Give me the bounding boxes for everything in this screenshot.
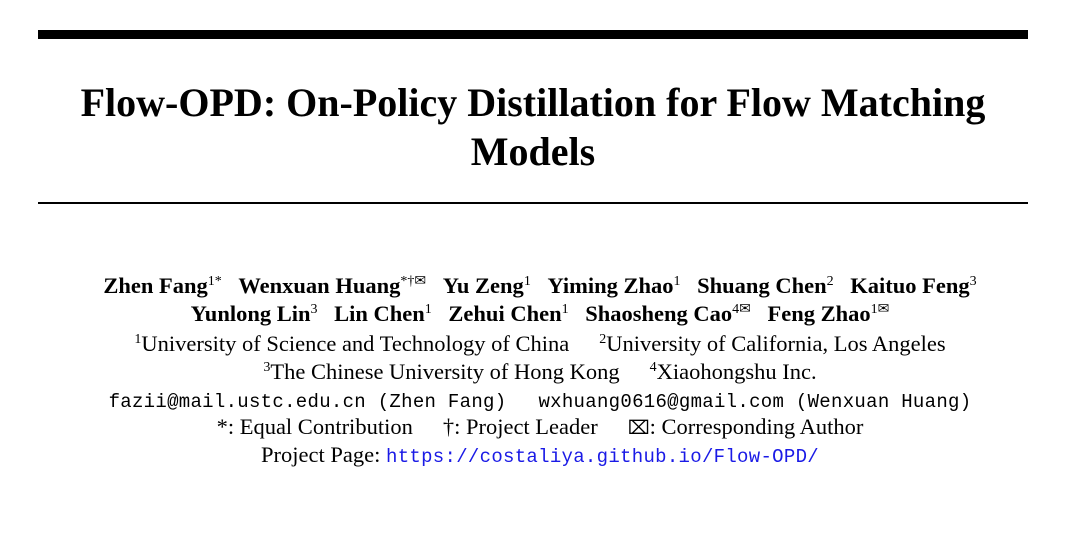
author: Yunlong Lin$^3$ <box>190 301 318 326</box>
project-page-line <box>0 441 1080 471</box>
affiliation-line-1 <box>0 330 1080 358</box>
author: Shuang Chen$^2$ <box>697 273 834 298</box>
email-address[interactable]: fazii@mail.ustc.edu.cn <box>108 391 367 413</box>
author: Yiming Zhao$^1$ <box>547 273 681 298</box>
affiliation: $^1$University of Science and Technology of China <box>134 331 570 356</box>
author-list <box>0 272 1080 328</box>
email-address[interactable]: wxhuang0616@gmail.com <box>538 391 785 413</box>
author: Yu Zeng$^1$ <box>442 273 531 298</box>
equal-contribution-note: *: Equal Contribution <box>216 414 413 439</box>
affiliation: $^3$The Chinese University of Hong Kong <box>263 359 620 384</box>
affiliation: $^4$Xiaohongshu Inc. <box>649 359 817 384</box>
author: Kaituo Feng$^3$ <box>850 273 977 298</box>
author: Shaosheng Cao$^{4✉}$ <box>585 301 751 326</box>
author-line-1 <box>0 272 1080 300</box>
corresponding-author-note: : Corresponding Author <box>649 414 864 439</box>
author: Zehui Chen$^1$ <box>448 301 569 326</box>
project-page-link[interactable]: https://costaliya.github.io/Flow-OPD/ <box>386 446 819 468</box>
author: Zhen Fang$^{1*}$ <box>103 273 222 298</box>
email-owner: (Zhen Fang) <box>377 391 507 413</box>
affiliation: $^2$University of California, Los Angeles <box>599 331 946 356</box>
paper-title: Flow-OPD: On-Policy Distillation for Flow Matching Models <box>80 80 986 174</box>
top-rule <box>38 30 1028 39</box>
author: Lin Chen$^1$ <box>334 301 432 326</box>
affiliation-line-2 <box>0 358 1080 386</box>
email-owner: (Wenxuan Huang) <box>795 391 972 413</box>
author: Wenxuan Huang*†✉ <box>238 273 427 298</box>
author-line-2 <box>0 300 1080 328</box>
contribution-notes <box>0 413 1080 442</box>
email-line <box>0 389 1080 415</box>
project-page-label: Project Page: <box>261 442 381 467</box>
project-leader-note: †: Project Leader <box>442 414 598 439</box>
author: Feng Zhao$^{1✉}$ <box>767 301 890 326</box>
corresponding-author-icon: ⌧ <box>627 417 650 439</box>
title-bottom-rule <box>38 202 1028 204</box>
